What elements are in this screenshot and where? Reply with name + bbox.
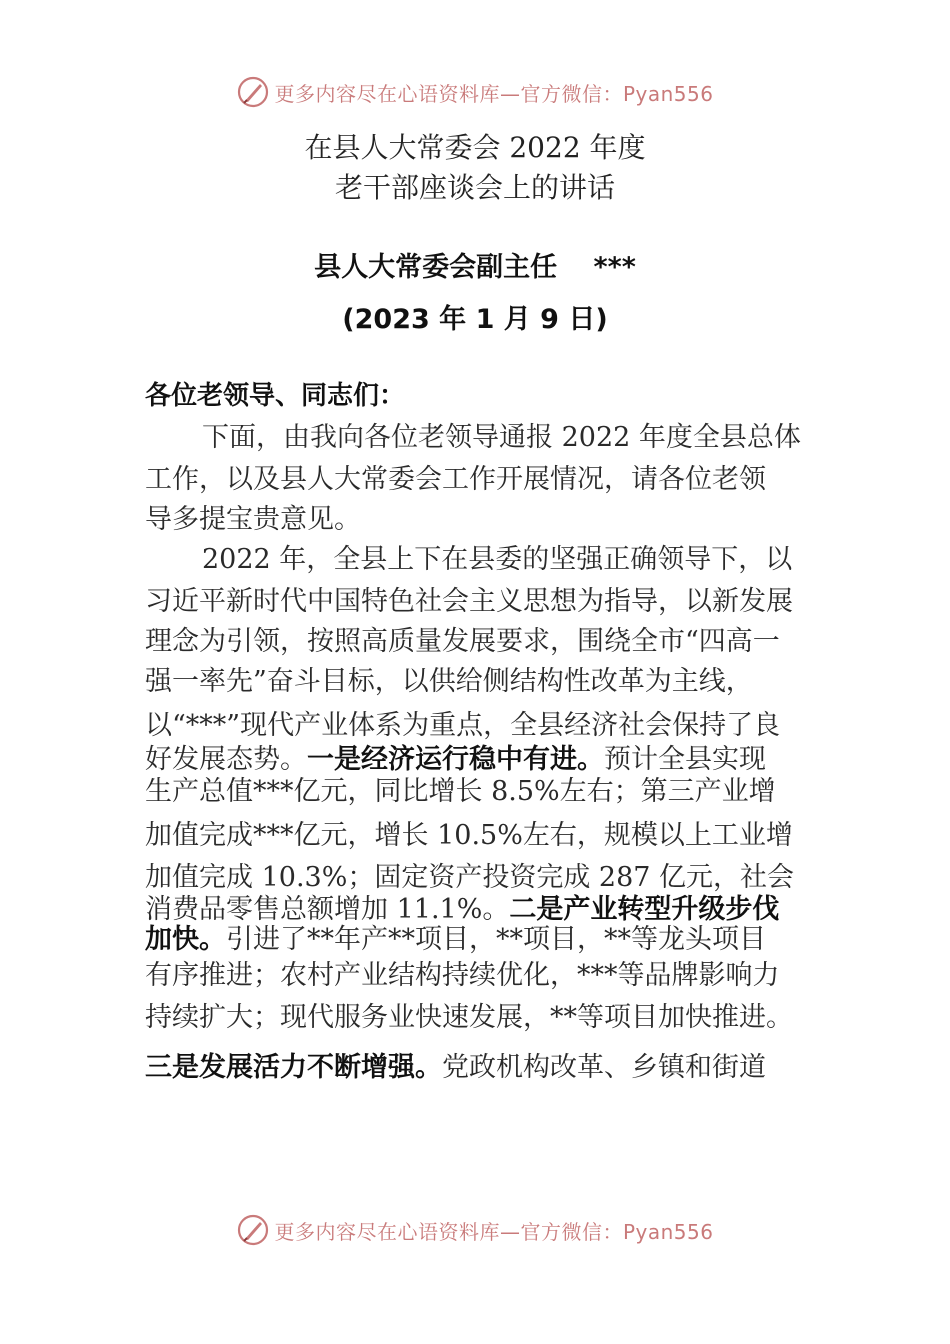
body-line-15: 有序推进；农村产业结构持续优化，***等品牌影响力	[145, 960, 780, 991]
body-line-16: 持续扩大；现代服务业快速发展，**等项目加快推进。	[145, 1002, 793, 1033]
body-text: 消费品零售总额增加 11.1%。	[145, 894, 510, 925]
body-line-8: 以“***”现代产业体系为重点，全县经济社会保持了良	[145, 710, 781, 741]
body-line-7: 强一率先”奋斗目标，以供给侧结构性改革为主线，	[145, 666, 753, 697]
document-title-line-1: 在县人大常委会 2022 年度	[304, 131, 646, 164]
body-line-12: 加值完成 10.3%；固定资产投资完成 287 亿元，社会	[145, 862, 795, 893]
watermark-footer	[0, 1210, 950, 1250]
body-text: 党政机构改革、乡镇和街道	[442, 1052, 766, 1083]
body-line-2: 工作，以及县人大常委会工作开展情况，请各位老领	[145, 464, 766, 495]
watermark-text: 更多内容尽在心语资料库—官方微信：Pyan556	[274, 81, 714, 106]
quill-pen-icon	[236, 75, 270, 109]
body-text: 预计全县实现	[604, 744, 766, 775]
speech-date: (2023 年 1 月 9 日)	[342, 304, 608, 335]
body-line-14	[145, 920, 845, 960]
quill-pen-icon	[236, 1213, 270, 1247]
body-line-6: 理念为引领，按照高质量发展要求，围绕全市“四高一	[145, 626, 780, 657]
highlight-industry: 二是产业转型升级步伐	[509, 894, 780, 925]
body-line-4: 2022 年，全县上下在县委的坚强正确领导下，以	[202, 544, 793, 575]
watermark-header	[0, 72, 950, 112]
body-line-11: 加值完成***亿元，增长 10.5%左右，规模以上工业增	[145, 820, 793, 851]
highlight-industry-cont: 加快。	[145, 924, 226, 955]
body-line-3: 导多提宝贵意见。	[145, 504, 361, 535]
body-line-1: 下面，由我向各位老领导通报 2022 年度全县总体	[202, 422, 801, 453]
highlight-vitality: 三是发展活力不断增强。	[145, 1052, 442, 1083]
watermark-text: 更多内容尽在心语资料库—官方微信：Pyan556	[274, 1219, 714, 1244]
speaker-title: 县人大常委会副主任 ***	[314, 252, 636, 283]
body-line-17	[145, 1048, 845, 1088]
body-line-10: 生产总值***亿元，同比增长 8.5%左右；第三产业增	[145, 776, 776, 807]
document-title-line-2: 老干部座谈会上的讲话	[334, 171, 615, 204]
highlight-economy: 一是经济运行稳中有进。	[307, 744, 604, 775]
body-text: 好发展态势。	[145, 744, 307, 775]
body-line-5: 习近平新时代中国特色社会主义思想为指导，以新发展	[145, 586, 793, 617]
body-text: 引进了**年产**项目，**项目，**等龙头项目	[226, 924, 766, 955]
greeting: 各位老领导、同志们：	[145, 381, 406, 411]
